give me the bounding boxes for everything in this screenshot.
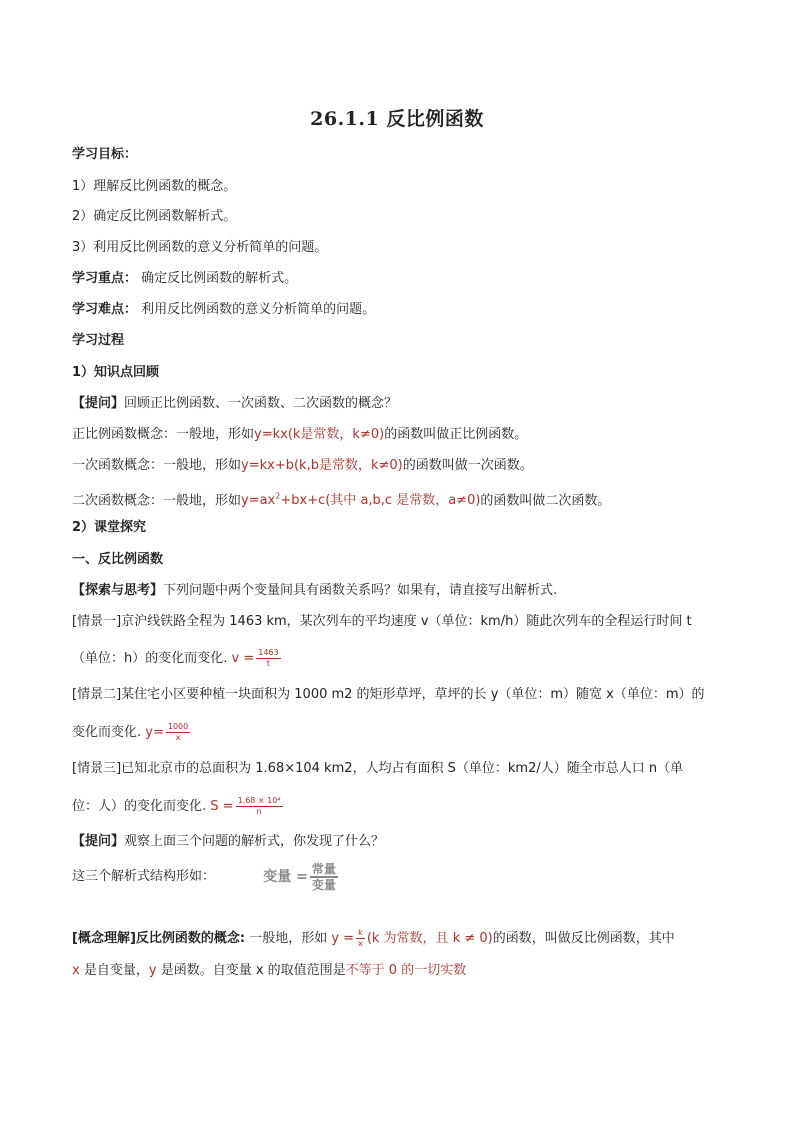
key-point-text: 确定反比例函数的解析式。 [137, 271, 298, 286]
linear-formula: y=kx+b(k,b是常数，k≠0) [241, 458, 403, 473]
denominator: x [175, 733, 181, 742]
formula-part: +bx+c(其中 a,b,c 是常数，a≠0) [280, 493, 481, 509]
scenario-2-lhs: y= [145, 725, 164, 740]
linear-def [72, 457, 533, 475]
scenario-1-line-2 [72, 648, 283, 669]
concept-line-2 [72, 962, 466, 980]
concept-condition: (k 为常数，且 k ≠ 0) [366, 931, 493, 946]
def-tail: 的函数叫做一次函数。 [402, 458, 533, 473]
structure-lhs: 变量 = [263, 869, 308, 885]
structure-fraction [310, 862, 338, 892]
concept-fraction [356, 928, 365, 949]
concept-lhs: y = [331, 931, 355, 946]
key-point-label: 学习重点： [72, 271, 138, 286]
scenario-2-line-1: [情景二]某住宅小区要种植一块面积为 1000 m2 的矩形草坪，草坪的长 y（单位：m）随宽 x（单位：m）的 [72, 687, 705, 702]
proportional-def [72, 426, 527, 444]
scenario-1-lhs: v = [231, 651, 255, 666]
independent-var: x [72, 963, 80, 978]
def-tail: 的函数叫做二次函数。 [480, 493, 611, 509]
question-1 [72, 395, 397, 413]
concept-text: 是函数。自变量 x 的取值范围是 [160, 963, 346, 978]
formula-part: y=ax [241, 493, 276, 509]
question-2 [72, 833, 384, 851]
numerator: 1463 [258, 648, 279, 657]
domain-range: 不等于 0 的一切实数 [345, 963, 467, 978]
key-point [72, 270, 297, 288]
denominator: t [266, 659, 270, 668]
scenario-text: （单位：h）的变化而变化. [72, 651, 228, 666]
concept-heading: 反比例函数的概念: [135, 931, 246, 946]
def-lead: 一次函数概念：一般地，形如 [72, 458, 242, 473]
numerator: k [356, 928, 365, 939]
denominator: 变量 [311, 878, 336, 892]
question-text: 回顾正比例函数、一次函数、二次函数的概念？ [124, 396, 398, 411]
denominator: n [256, 807, 262, 816]
scenario-2-fraction [166, 722, 190, 743]
quadratic-formula [241, 493, 480, 508]
scenario-3-fraction [236, 796, 283, 817]
denominator: x [358, 939, 363, 948]
numerator: 常量 [311, 862, 336, 876]
goal-1: 1）理解反比例函数的概念。 [72, 179, 237, 194]
scenario-1-line-1: [情景一]京沪线铁路全程为 1463 km，某次列车的平均速度 v（单位：km/h）随此次列车的全程运行时间 t [72, 614, 692, 629]
scenario-text: 位：人）的变化而变化. [72, 799, 207, 814]
section-1-heading: 一、反比例函数 [72, 552, 164, 567]
question-text: 观察上面三个问题的解析式，你发现了什么？ [124, 834, 385, 849]
explore-heading: 2）课堂探究 [72, 520, 147, 535]
difficult-point [72, 301, 375, 319]
proportional-formula: y=kx(k是常数，k≠0) [254, 427, 385, 442]
exponent: 2 [275, 492, 281, 501]
def-tail: 的函数叫做正比例函数。 [384, 427, 528, 442]
dependent-var: y [148, 963, 157, 978]
explore-text: 下列问题中两个变量间具有函数关系吗？如果有，请直接写出解析式. [163, 583, 558, 598]
explore-question [72, 582, 557, 600]
def-lead: 二次函数概念：一般地，形如 [72, 493, 242, 509]
def-lead: 正比例函数概念：一般地，形如 [72, 427, 255, 442]
goal-2: 2）确定反比例函数解析式。 [72, 209, 237, 224]
question-tag: 【提问】 [72, 396, 125, 411]
concept-tag: [概念理解] [72, 931, 136, 946]
numerator: 1000 [167, 722, 189, 731]
goals-heading: 学习目标： [72, 147, 138, 162]
concept-text: 是自变量， [83, 963, 149, 978]
structure-line [72, 862, 340, 892]
scenario-3-line-1: [情景三]已知北京市的总面积为 1.68×104 km2，人均占有面积 S（单位：km2/人）随全市总人口 n（单 [72, 761, 684, 776]
question-tag: 【提问】 [72, 834, 125, 849]
goal-3: 3）利用反比例函数的意义分析简单的问题。 [72, 240, 328, 255]
scenario-text: 变化而变化. [72, 725, 142, 740]
scenario-3-lhs: S = [210, 799, 234, 814]
concept-line-1 [72, 928, 675, 949]
difficult-point-text: 利用反比例函数的意义分析简单的问题。 [137, 302, 376, 317]
numerator: 1.68 × 10⁴ [237, 796, 281, 805]
concept-text: 一般地，形如 [245, 931, 328, 946]
concept-text: 的函数，叫做反比例函数，其中 [492, 931, 675, 946]
review-heading: 1）知识点回顾 [72, 365, 160, 380]
structure-text: 这三个解析式结构形如： [72, 869, 216, 884]
scenario-3-line-2 [72, 796, 285, 817]
process-heading: 学习过程 [72, 333, 125, 348]
scenario-1-fraction [256, 648, 280, 669]
scenario-2-line-2 [72, 722, 192, 743]
difficult-point-label: 学习难点： [72, 302, 138, 317]
explore-tag: 【探索与思考】 [72, 583, 164, 598]
page-title: 26.1.1 反比例函数 [310, 108, 484, 130]
quadratic-def [72, 488, 610, 510]
